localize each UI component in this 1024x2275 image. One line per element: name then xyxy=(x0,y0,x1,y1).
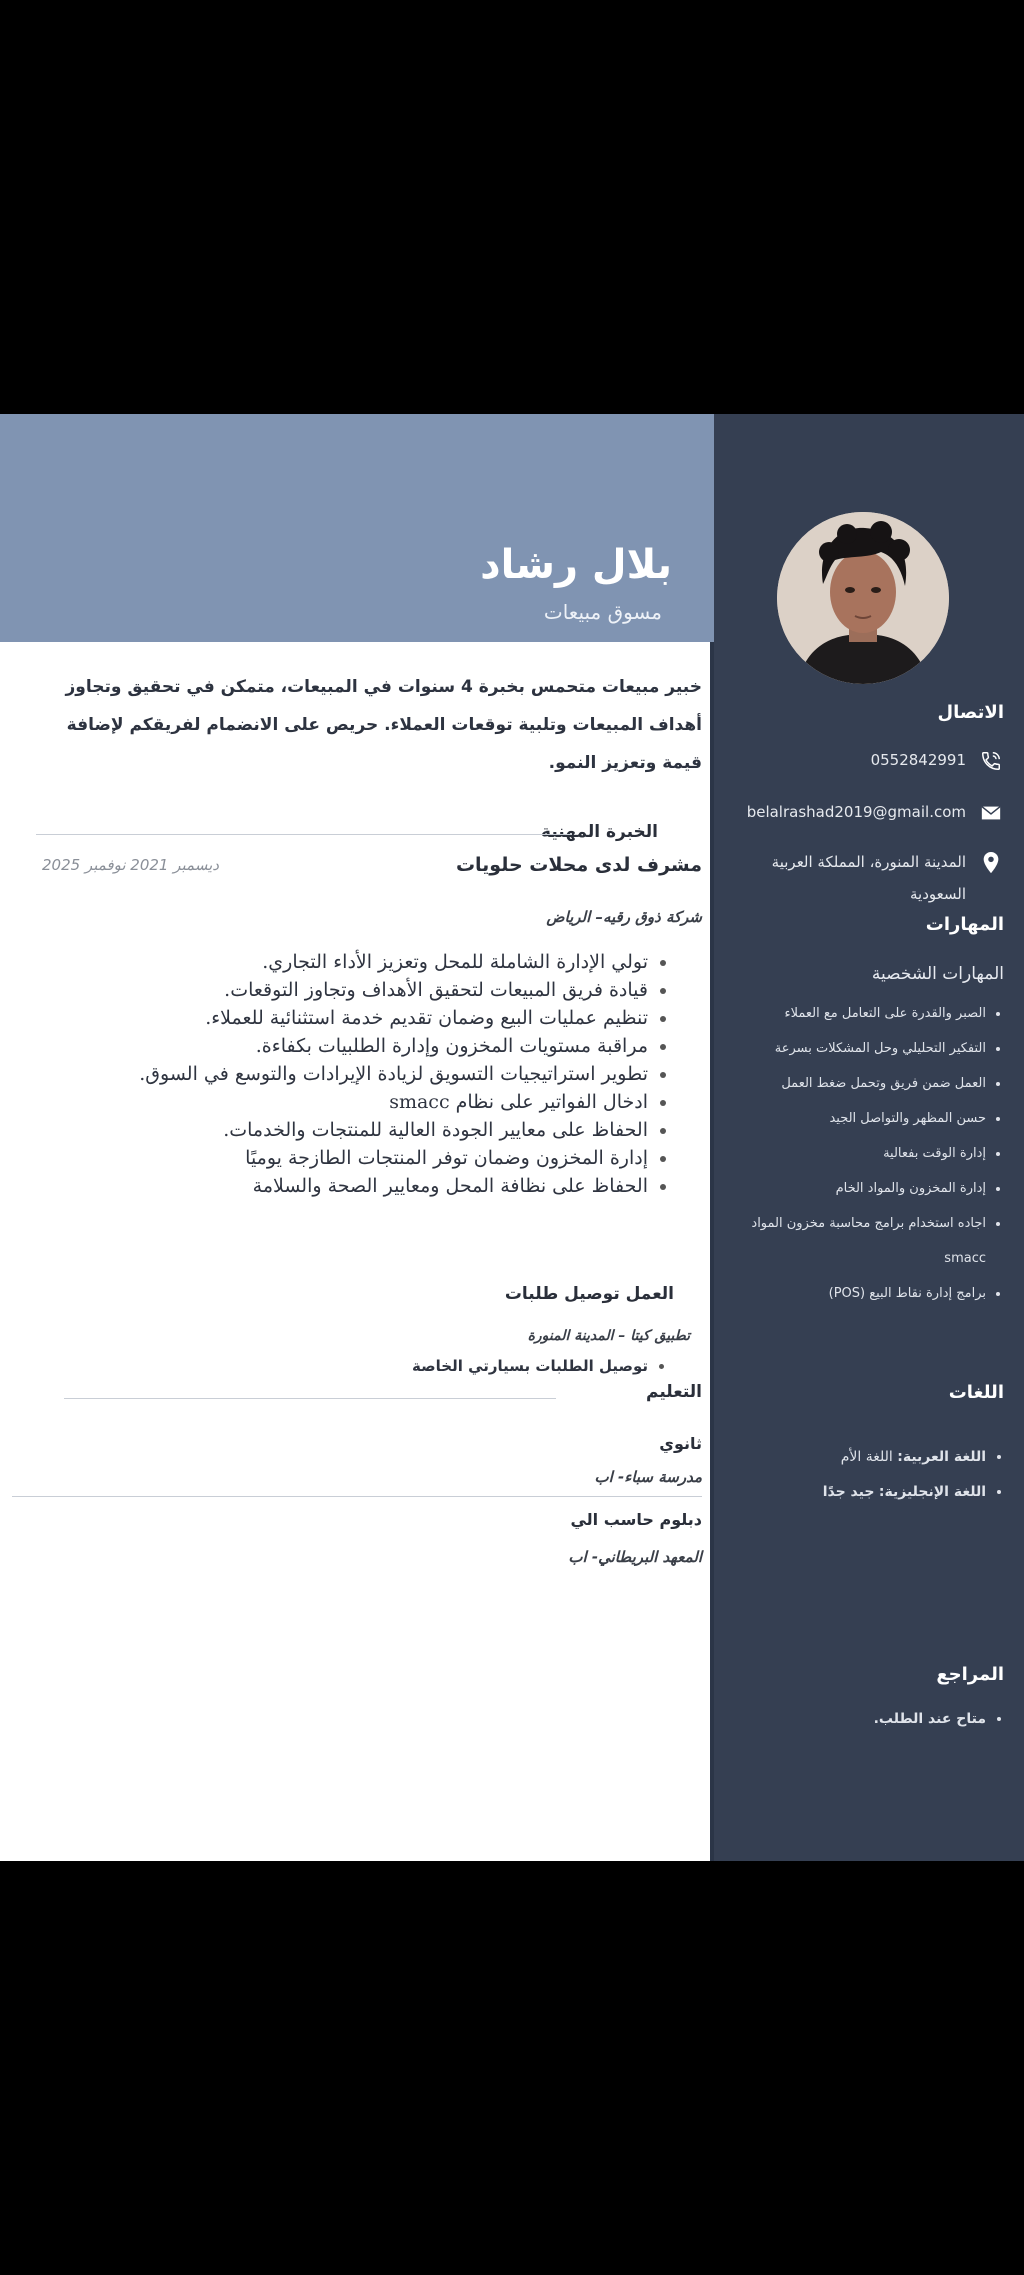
skills-title: المهارات xyxy=(925,914,1004,935)
skill-item: • إدارة الوقت بفعالية xyxy=(716,1136,986,1171)
experience-title: الخبرة المهنية xyxy=(541,822,658,842)
resume-page xyxy=(0,414,1024,1861)
language-name: اللغة الإنجليزية: xyxy=(878,1484,986,1500)
degree: ثانوي xyxy=(659,1434,702,1453)
references-title: المراجع xyxy=(936,1664,1004,1685)
skill-item: • حسن المظهر والتواصل الجيد xyxy=(716,1101,986,1136)
section-divider xyxy=(64,1398,556,1399)
profile-summary: خبير مبيعات متحمس بخبرة 4 سنوات في المبيعات، متمكن في تحقيق وتجاوز أهداف المبيعات وتلبية توقعات العملاء. حريص على الانضمام لفريقكم لإضافة قيمة وتعزيز النمو. xyxy=(65,677,702,773)
job-title: العمل توصيل طلبات xyxy=(504,1284,674,1304)
duties-list xyxy=(412,1352,674,1380)
duties-list xyxy=(139,948,674,1200)
language-item xyxy=(716,1475,986,1510)
skill-item: • الصبر والقدرة على التعامل مع العملاء xyxy=(716,996,986,1031)
languages-list xyxy=(716,1440,1004,1510)
phone-icon xyxy=(980,750,1002,772)
degree: دبلوم حاسب الي xyxy=(570,1510,702,1529)
contact-title: الاتصال xyxy=(937,702,1004,723)
references-list xyxy=(716,1702,1004,1737)
duty-item: • إدارة المخزون وضمان توفر المنتجات الطازجة يوميًا xyxy=(139,1144,648,1172)
language-name: اللغة العربية: xyxy=(897,1449,986,1465)
job-title: مشرف لدى محلات حلويات xyxy=(455,854,702,876)
contact-email xyxy=(732,802,1002,828)
job-role: مسوق مبيعات xyxy=(543,600,662,624)
mail-icon xyxy=(980,802,1002,824)
job-dates: ديسمبر 2021 نوفمبر 2025 xyxy=(42,856,219,874)
duty-item: • ادخال الفواتير على نظام smacc xyxy=(139,1088,648,1116)
section-divider xyxy=(12,1496,702,1497)
company-name: شركة ذوق رقيه– الرياض xyxy=(546,908,702,926)
school-name: المعهد البريطاني- اب xyxy=(568,1548,702,1566)
education-title: التعليم xyxy=(646,1382,702,1402)
skill-item: • اجاده استخدام برامج محاسبة مخزون المواد smacc xyxy=(716,1206,986,1276)
duty-item: • تطوير استراتيجيات التسويق لزيادة الإيرادات والتوسع في السوق. xyxy=(139,1060,648,1088)
person-name: بلال رشاد xyxy=(480,542,672,588)
duty-item: • توصيل الطلبات بسيارتي الخاصة xyxy=(412,1352,648,1380)
location-pin-icon xyxy=(980,852,1002,874)
language-item xyxy=(716,1440,986,1475)
profile-photo xyxy=(777,512,949,684)
duty-item: • قيادة فريق المبيعات لتحقيق الأهداف وتجاوز التوقعات. xyxy=(139,976,648,1004)
skill-item: • العمل ضمن فريق وتحمل ضغط العمل xyxy=(716,1066,986,1101)
section-divider xyxy=(36,834,572,835)
avatar xyxy=(777,512,949,684)
duty-item: • تولي الإدارة الشاملة للمحل وتعزيز الأداء التجاري. xyxy=(139,948,648,976)
address: المدينة المنورة، المملكة العربية السعودية xyxy=(771,853,966,903)
sidebar xyxy=(710,414,1024,1861)
duty-item: • مراقبة مستويات المخزون وإدارة الطلبيات بكفاءة. xyxy=(139,1032,648,1060)
duty-item: • تنظيم عمليات البيع وضمان تقديم خدمة استثنائية للعملاء. xyxy=(139,1004,648,1032)
skill-item: • برامج إدارة نقاط البيع (POS) xyxy=(716,1276,986,1311)
skill-item: • التفكير التحليلي وحل المشكلات بسرعة xyxy=(716,1031,986,1066)
company-name: تطبيق كيتا – المدينة المنورة xyxy=(527,1328,690,1344)
phone-number: 0552842991 xyxy=(870,751,966,769)
reference-item: • متاح عند الطلب. xyxy=(716,1702,986,1737)
header-band xyxy=(0,414,714,642)
skill-item: • إدارة المخزون والمواد الخام xyxy=(716,1171,986,1206)
skills-list xyxy=(716,996,1004,1311)
contact-phone xyxy=(732,750,1002,776)
email-address[interactable]: belalrashad2019@gmail.com xyxy=(746,803,966,821)
contact-address xyxy=(754,852,1002,910)
duty-item: • الحفاظ على نظافة المحل ومعايير الصحة والسلامة xyxy=(139,1172,648,1200)
duty-item: • الحفاظ على معايير الجودة العالية للمنتجات والخدمات. xyxy=(139,1116,648,1144)
school-name: مدرسة سباء- اب xyxy=(594,1468,702,1486)
languages-title: اللغات xyxy=(948,1382,1004,1403)
language-level: اللغة الأم xyxy=(840,1449,893,1465)
soft-skills-title: المهارات الشخصية xyxy=(871,964,1004,984)
language-level: جيد جدًا xyxy=(822,1484,875,1500)
